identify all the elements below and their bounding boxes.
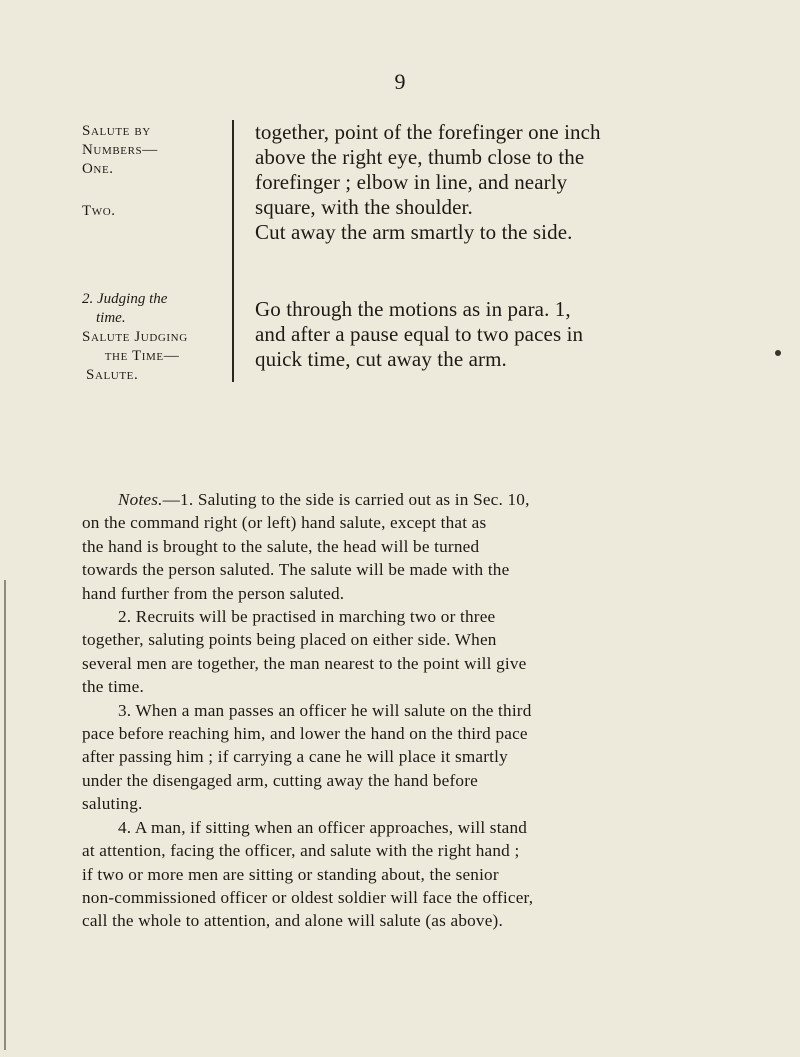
notes-line: 3. When a man passes an officer he will salute on the third — [118, 700, 532, 720]
column-divider — [232, 120, 234, 382]
sidenote-salute-by-numbers — [82, 122, 232, 179]
text-line: above the right eye, thumb close to the — [255, 145, 585, 169]
sidenote-judging-the-time — [82, 290, 232, 385]
sidenote-line: One. — [82, 161, 114, 177]
notes-line: saluting. — [82, 794, 143, 814]
paragraph-salute-one — [255, 120, 770, 220]
paragraph-salute-two — [255, 220, 770, 245]
text-line: together, point of the forefinger one inch — [255, 120, 601, 144]
notes-label: Notes. — [118, 490, 163, 509]
notes-text: —1. Saluting to the side is carried out as in Sec. 10, — [162, 490, 530, 509]
sidenote-line: Two. — [82, 203, 116, 219]
notes-line: under the disengaged arm, cutting away the hand before — [82, 770, 478, 790]
notes-line: several men are together, the man nearest to the point will give — [82, 653, 527, 673]
ink-speck — [775, 350, 781, 356]
notes-line: after passing him ; if carrying a cane he will place it smartly — [82, 747, 508, 767]
sidenote-line: time. — [96, 310, 126, 326]
notes-line: hand further from the person saluted. — [82, 583, 345, 603]
page-number: 9 — [394, 69, 406, 94]
notes-line — [82, 488, 772, 511]
notes-line: pace before reaching him, and lower the hand on the third pace — [82, 724, 528, 744]
text-line: quick time, cut away the arm. — [255, 347, 507, 371]
sidenote-line: Salute by — [82, 123, 151, 139]
sidenote-line: Salute. — [86, 367, 139, 383]
notes-line: call the whole to attention, and alone will salute (as above). — [82, 911, 503, 931]
notes-line: the hand is brought to the salute, the head will be turned — [82, 536, 480, 556]
sidenote-line: 2. Judging the — [82, 291, 168, 307]
text-line: square, with the shoulder. — [255, 195, 473, 219]
paragraph-judging-time — [255, 297, 770, 372]
sidenote-two — [82, 202, 232, 221]
notes-line: 4. A man, if sitting when an officer approaches, will stand — [118, 817, 528, 837]
page-edge-line — [4, 580, 6, 1050]
notes-line: 2. Recruits will be practised in marching two or three — [118, 607, 496, 627]
notes-line: the time. — [82, 677, 144, 697]
notes-line: together, saluting points being placed on either side. When — [82, 630, 497, 650]
sidenote-line: the Time— — [104, 348, 180, 364]
notes-line: towards the person saluted. The salute will be made with the — [82, 560, 510, 580]
sidenote-line: Salute Judging — [82, 329, 188, 345]
text-line: and after a pause equal to two paces in — [255, 322, 584, 346]
text-line: forefinger ; elbow in line, and nearly — [255, 170, 568, 194]
notes-line: at attention, facing the officer, and salute with the right hand ; — [82, 841, 520, 861]
notes-line: non-commissioned officer or oldest soldier will face the officer, — [82, 887, 534, 907]
sidenote-line: Numbers— — [82, 142, 158, 158]
text-line: Go through the motions as in para. 1, — [255, 297, 571, 321]
notes-line: if two or more men are sitting or standing about, the senior — [82, 864, 499, 884]
notes-line: on the command right (or left) hand salute, except that as — [82, 513, 487, 533]
notes-section — [82, 488, 772, 933]
text-line: Cut away the arm smartly to the side. — [255, 220, 573, 244]
